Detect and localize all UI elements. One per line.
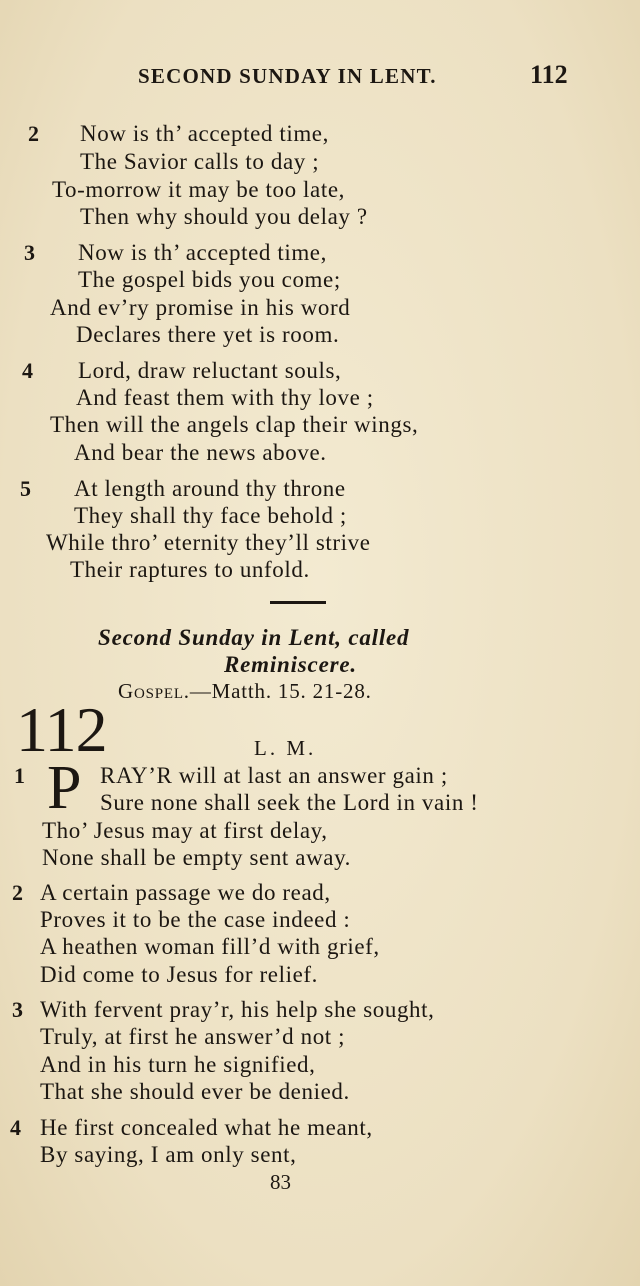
verse-line: Then why should you delay ?: [80, 204, 368, 229]
verse-line: Now is th’ accepted time,: [80, 121, 329, 146]
verse-number: 3: [24, 240, 35, 265]
verse-line: A heathen woman fill’d with grief,: [40, 934, 380, 959]
page-number: 83: [270, 1170, 291, 1194]
section-title: Reminiscere.: [224, 652, 357, 677]
verse-number: 1: [14, 763, 25, 788]
verse-line: He first concealed what he meant,: [40, 1115, 373, 1140]
verse-line: Proves it to be the case indeed :: [40, 907, 351, 932]
verse-line: They shall thy face behold ;: [74, 503, 347, 528]
verse-line: Lord, draw reluctant souls,: [78, 358, 342, 383]
running-hymn-number: 112: [530, 60, 568, 89]
verse-line: None shall be empty sent away.: [42, 845, 352, 870]
verse-line: At length around thy throne: [74, 476, 346, 501]
verse-number: 2: [12, 880, 23, 905]
verse-line: Now is th’ accepted time,: [78, 240, 327, 265]
verse-line: And bear the news above.: [74, 440, 327, 465]
verse-line: While thro’ eternity they’ll strive: [46, 530, 371, 555]
section-title: Second Sunday in Lent, called: [98, 625, 410, 650]
verse-line: To-morrow it may be too late,: [52, 177, 345, 202]
verse-line: The Savior calls to day ;: [80, 149, 320, 174]
verse-line: And ev’ry promise in his word: [50, 295, 351, 320]
verse-line: That she should ever be denied.: [40, 1079, 350, 1104]
verse-line: Sure none shall seek the Lord in vain !: [100, 790, 479, 815]
verse-number: 2: [28, 121, 39, 146]
verse-line: Then will the angels clap their wings,: [50, 412, 419, 437]
verse-line: With fervent pray’r, his help she sought,: [40, 997, 435, 1022]
verse-line: Tho’ Jesus may at first delay,: [42, 818, 328, 843]
verse-line: Truly, at first he answer’d not ;: [40, 1024, 346, 1049]
verse-line: RAY’R will at last an answer gain ;: [100, 763, 448, 788]
section-divider: [270, 601, 326, 604]
verse-line: Their raptures to unfold.: [70, 557, 310, 582]
verse-number: 3: [12, 997, 23, 1022]
verse-line: A certain passage we do read,: [40, 880, 331, 905]
verse-line: And in his turn he signified,: [40, 1052, 316, 1077]
verse-line: And feast them with thy love ;: [76, 385, 374, 410]
hymn-meter: L. M.: [254, 736, 317, 760]
verse-line: By saying, I am only sent,: [40, 1142, 297, 1167]
verse-number: 4: [22, 358, 33, 383]
hymn-number: 112: [16, 694, 107, 765]
drop-cap: P: [47, 754, 82, 822]
verse-line: Declares there yet is room.: [76, 322, 340, 347]
gospel-reference: Gospel.—Matth. 15. 21-28.: [118, 679, 372, 703]
verse-number: 5: [20, 476, 31, 501]
verse-line: The gospel bids you come;: [78, 267, 341, 292]
running-header: SECOND SUNDAY IN LENT.: [138, 64, 437, 88]
verse-line: Did come to Jesus for relief.: [40, 962, 318, 987]
verse-number: 4: [10, 1115, 21, 1140]
